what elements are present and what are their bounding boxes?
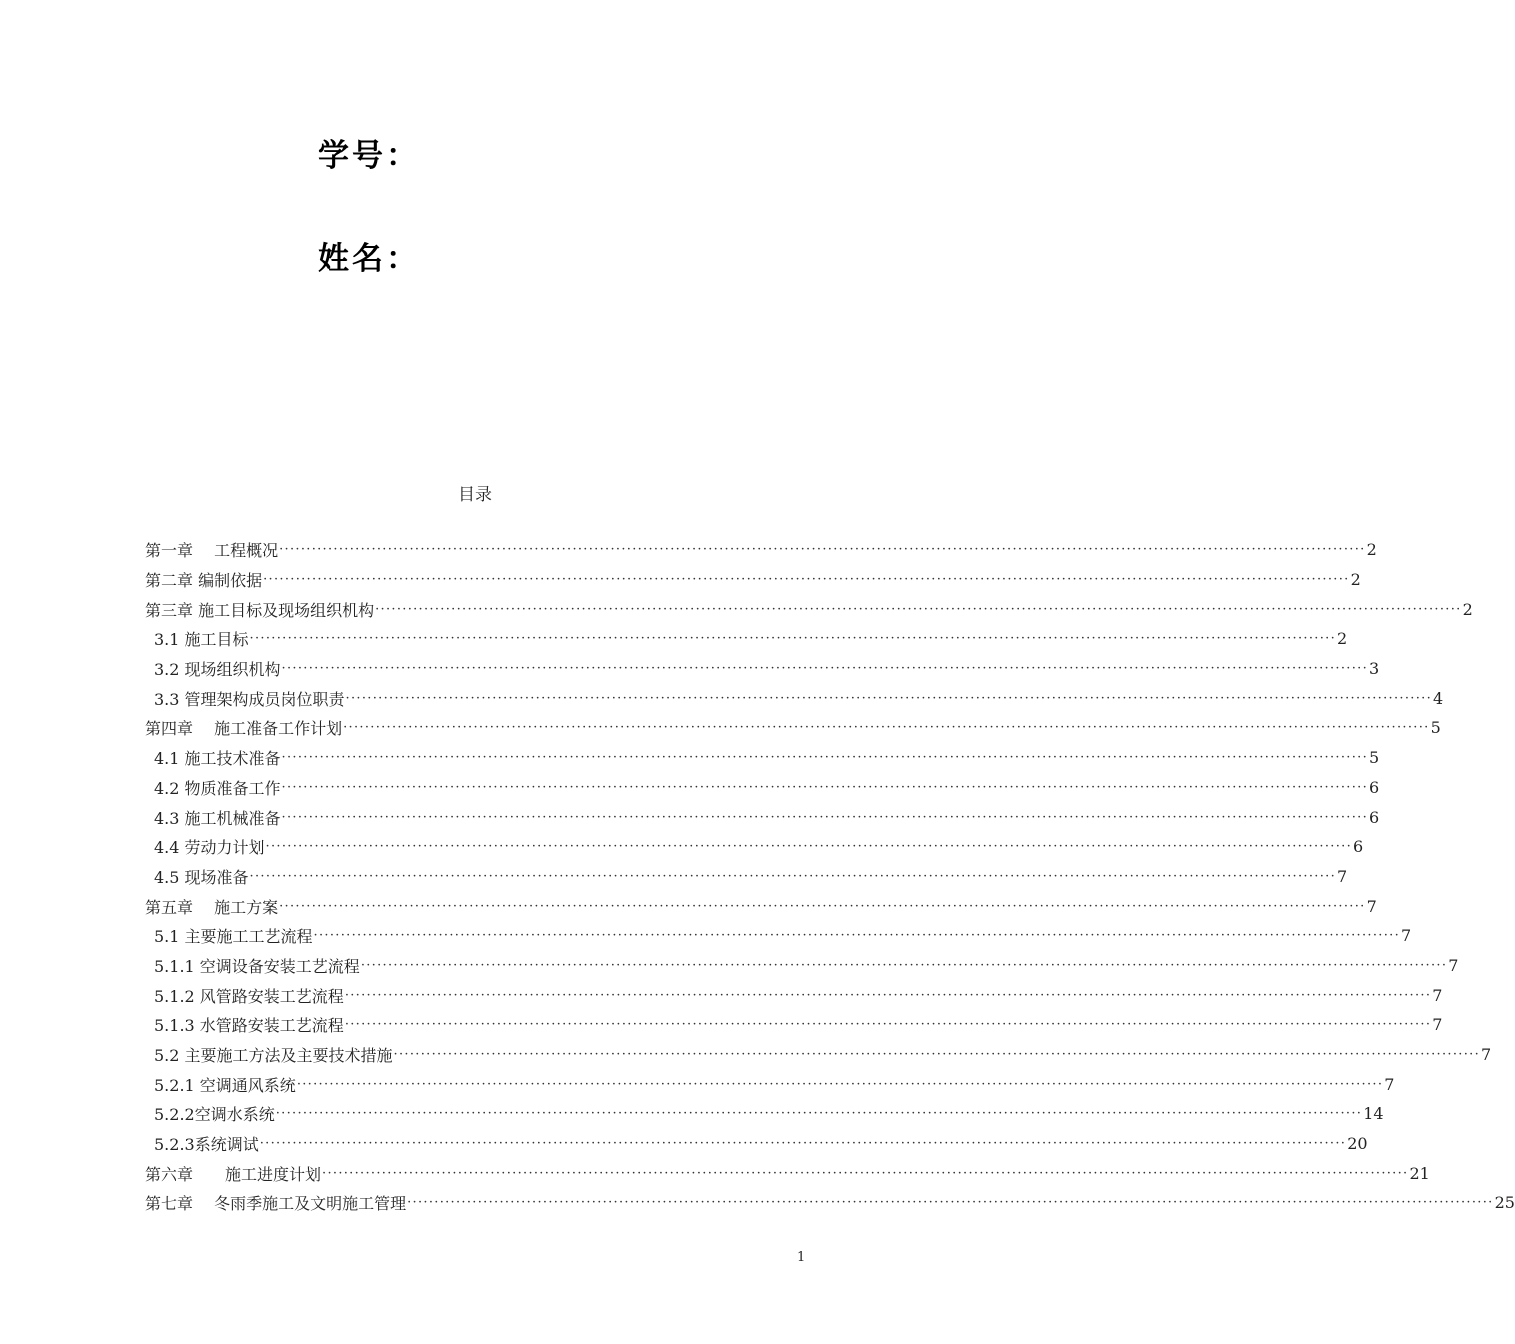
toc-entry-title: 5.1.3 水管路安装工艺流程 (154, 1016, 344, 1036)
toc-dot-leader: ········································································································································································································ (265, 839, 1353, 855)
toc-entry-page: 6 (1369, 777, 1380, 797)
student-id-label: 学号： (318, 138, 420, 174)
toc-entry-title: 5.2.3系统调试 (154, 1135, 259, 1155)
toc-entry-title: 4.2 物质准备工作 (154, 778, 281, 798)
toc-dot-leader: ········································································································································································································ (343, 720, 1430, 736)
toc-dot-leader: ········································································································································································································ (281, 661, 1369, 677)
toc-entry-page: 2 (1350, 570, 1361, 590)
toc-entry-title: 3.2 现场组织机构 (154, 660, 281, 680)
toc-entry[interactable] (145, 1069, 1395, 1099)
toc-entry-page: 2 (1462, 599, 1473, 619)
toc-entry[interactable] (145, 594, 1473, 624)
toc-dot-leader: ········································································································································································································ (249, 868, 1337, 884)
toc-entry[interactable] (145, 1188, 1515, 1218)
toc-entry-title: 第三章 施工目标及现场组织机构 (145, 600, 375, 620)
toc-entry-page: 7 (1366, 896, 1377, 916)
toc-entry-title: 3.3 管理架构成员岗位职责 (154, 689, 345, 709)
page-number: 1 (797, 1250, 806, 1265)
toc-entry-page: 20 (1347, 1134, 1368, 1154)
toc-entry[interactable] (145, 1158, 1430, 1188)
toc-dot-leader: ········································································································································································································ (313, 928, 1401, 944)
toc-entry-page: 5 (1430, 718, 1441, 738)
toc-dot-leader: ········································································································································································································ (344, 1017, 1432, 1033)
toc-entry-page: 7 (1401, 926, 1412, 946)
toc-entry-title: 5.1.2 风管路安装工艺流程 (154, 986, 344, 1006)
toc-entry-page: 7 (1337, 866, 1348, 886)
toc-entry[interactable] (145, 773, 1380, 803)
toc-entry-page: 21 (1409, 1163, 1430, 1183)
toc-entry-title: 第一章 工程概况 (145, 541, 279, 561)
toc-entry-title: 3.1 施工目标 (154, 630, 249, 650)
toc-entry-page: 6 (1353, 837, 1364, 857)
toc-entry-title: 5.1 主要施工工艺流程 (154, 927, 313, 947)
toc-entry-title: 4.5 现场准备 (154, 867, 249, 887)
toc-entry-page: 25 (1494, 1193, 1515, 1213)
toc-entry[interactable] (145, 565, 1361, 595)
toc-entry-title: 第二章 编制依据 (145, 571, 263, 591)
toc-entry[interactable] (145, 1099, 1384, 1129)
toc-entry-page: 2 (1337, 629, 1348, 649)
toc-entry-title: 4.3 施工机械准备 (154, 808, 281, 828)
toc-dot-leader: ········································································································································································································ (281, 809, 1369, 825)
toc-entry[interactable] (145, 832, 1364, 862)
toc-entry[interactable] (145, 980, 1443, 1010)
toc-entry-title: 4.4 劳动力计划 (154, 838, 265, 858)
toc-entry-page: 7 (1432, 985, 1443, 1005)
toc-dot-leader: ········································································································································································································ (296, 1076, 1384, 1092)
toc-entry[interactable] (145, 683, 1444, 713)
table-of-contents (145, 535, 1515, 1218)
toc-dot-leader: ········································································································································································································ (322, 1165, 1409, 1181)
toc-dot-leader: ········································································································································································································ (279, 898, 1366, 914)
toc-entry[interactable] (145, 802, 1380, 832)
toc-entry[interactable] (145, 921, 1412, 951)
toc-dot-leader: ········································································································································································································ (275, 1106, 1363, 1122)
toc-dot-leader: ········································································································································································································ (281, 779, 1369, 795)
toc-entry-page: 14 (1363, 1104, 1384, 1124)
toc-entry-title: 4.1 施工技术准备 (154, 749, 281, 769)
toc-entry[interactable] (145, 1129, 1368, 1159)
toc-entry-title: 5.1.1 空调设备安装工艺流程 (154, 956, 360, 976)
toc-entry-title: 5.2.1 空调通风系统 (154, 1075, 296, 1095)
toc-dot-leader: ········································································································································································································ (281, 750, 1369, 766)
name-label: 姓名： (318, 241, 420, 277)
toc-dot-leader: ········································································································································································································ (360, 957, 1448, 973)
toc-entry-title: 第六章 施工进度计划 (145, 1164, 322, 1184)
toc-entry-page: 2 (1366, 540, 1377, 560)
toc-entry-title: 第四章 施工准备工作计划 (145, 719, 343, 739)
toc-entry[interactable] (145, 951, 1459, 981)
toc-dot-leader: ········································································································································································································ (375, 601, 1462, 617)
toc-entry-title: 第五章 施工方案 (145, 897, 279, 917)
toc-dot-leader: ········································································································································································································ (263, 572, 1350, 588)
toc-entry-page: 5 (1369, 748, 1380, 768)
toc-entry-page: 7 (1432, 1015, 1443, 1035)
toc-entry-title: 5.2 主要施工方法及主要技术措施 (154, 1046, 393, 1066)
toc-dot-leader: ········································································································································································································ (393, 1047, 1481, 1063)
toc-dot-leader: ········································································································································································································ (249, 631, 1337, 647)
toc-dot-leader: ········································································································································································································ (345, 690, 1433, 706)
toc-title: 目录 (458, 485, 492, 505)
toc-entry[interactable] (145, 862, 1348, 892)
toc-entry[interactable] (145, 624, 1348, 654)
toc-entry-page: 7 (1481, 1045, 1492, 1065)
toc-entry-page: 6 (1369, 807, 1380, 827)
toc-entry-page: 7 (1384, 1074, 1395, 1094)
toc-entry[interactable] (145, 1010, 1443, 1040)
toc-entry[interactable] (145, 535, 1377, 565)
toc-entry-title: 5.2.2空调水系统 (154, 1105, 275, 1125)
toc-entry[interactable] (145, 654, 1380, 684)
toc-entry-page: 3 (1369, 659, 1380, 679)
toc-entry[interactable] (145, 713, 1441, 743)
toc-dot-leader: ········································································································································································································ (259, 1136, 1347, 1152)
toc-entry-page: 4 (1433, 688, 1444, 708)
toc-dot-leader: ········································································································································································································ (279, 542, 1366, 558)
toc-dot-leader: ········································································································································································································ (407, 1195, 1494, 1211)
toc-entry[interactable] (145, 1040, 1492, 1070)
toc-entry[interactable] (145, 891, 1377, 921)
toc-dot-leader: ········································································································································································································ (344, 987, 1432, 1003)
toc-entry-page: 7 (1448, 955, 1459, 975)
toc-entry-title: 第七章 冬雨季施工及文明施工管理 (145, 1194, 407, 1214)
toc-entry[interactable] (145, 743, 1380, 773)
